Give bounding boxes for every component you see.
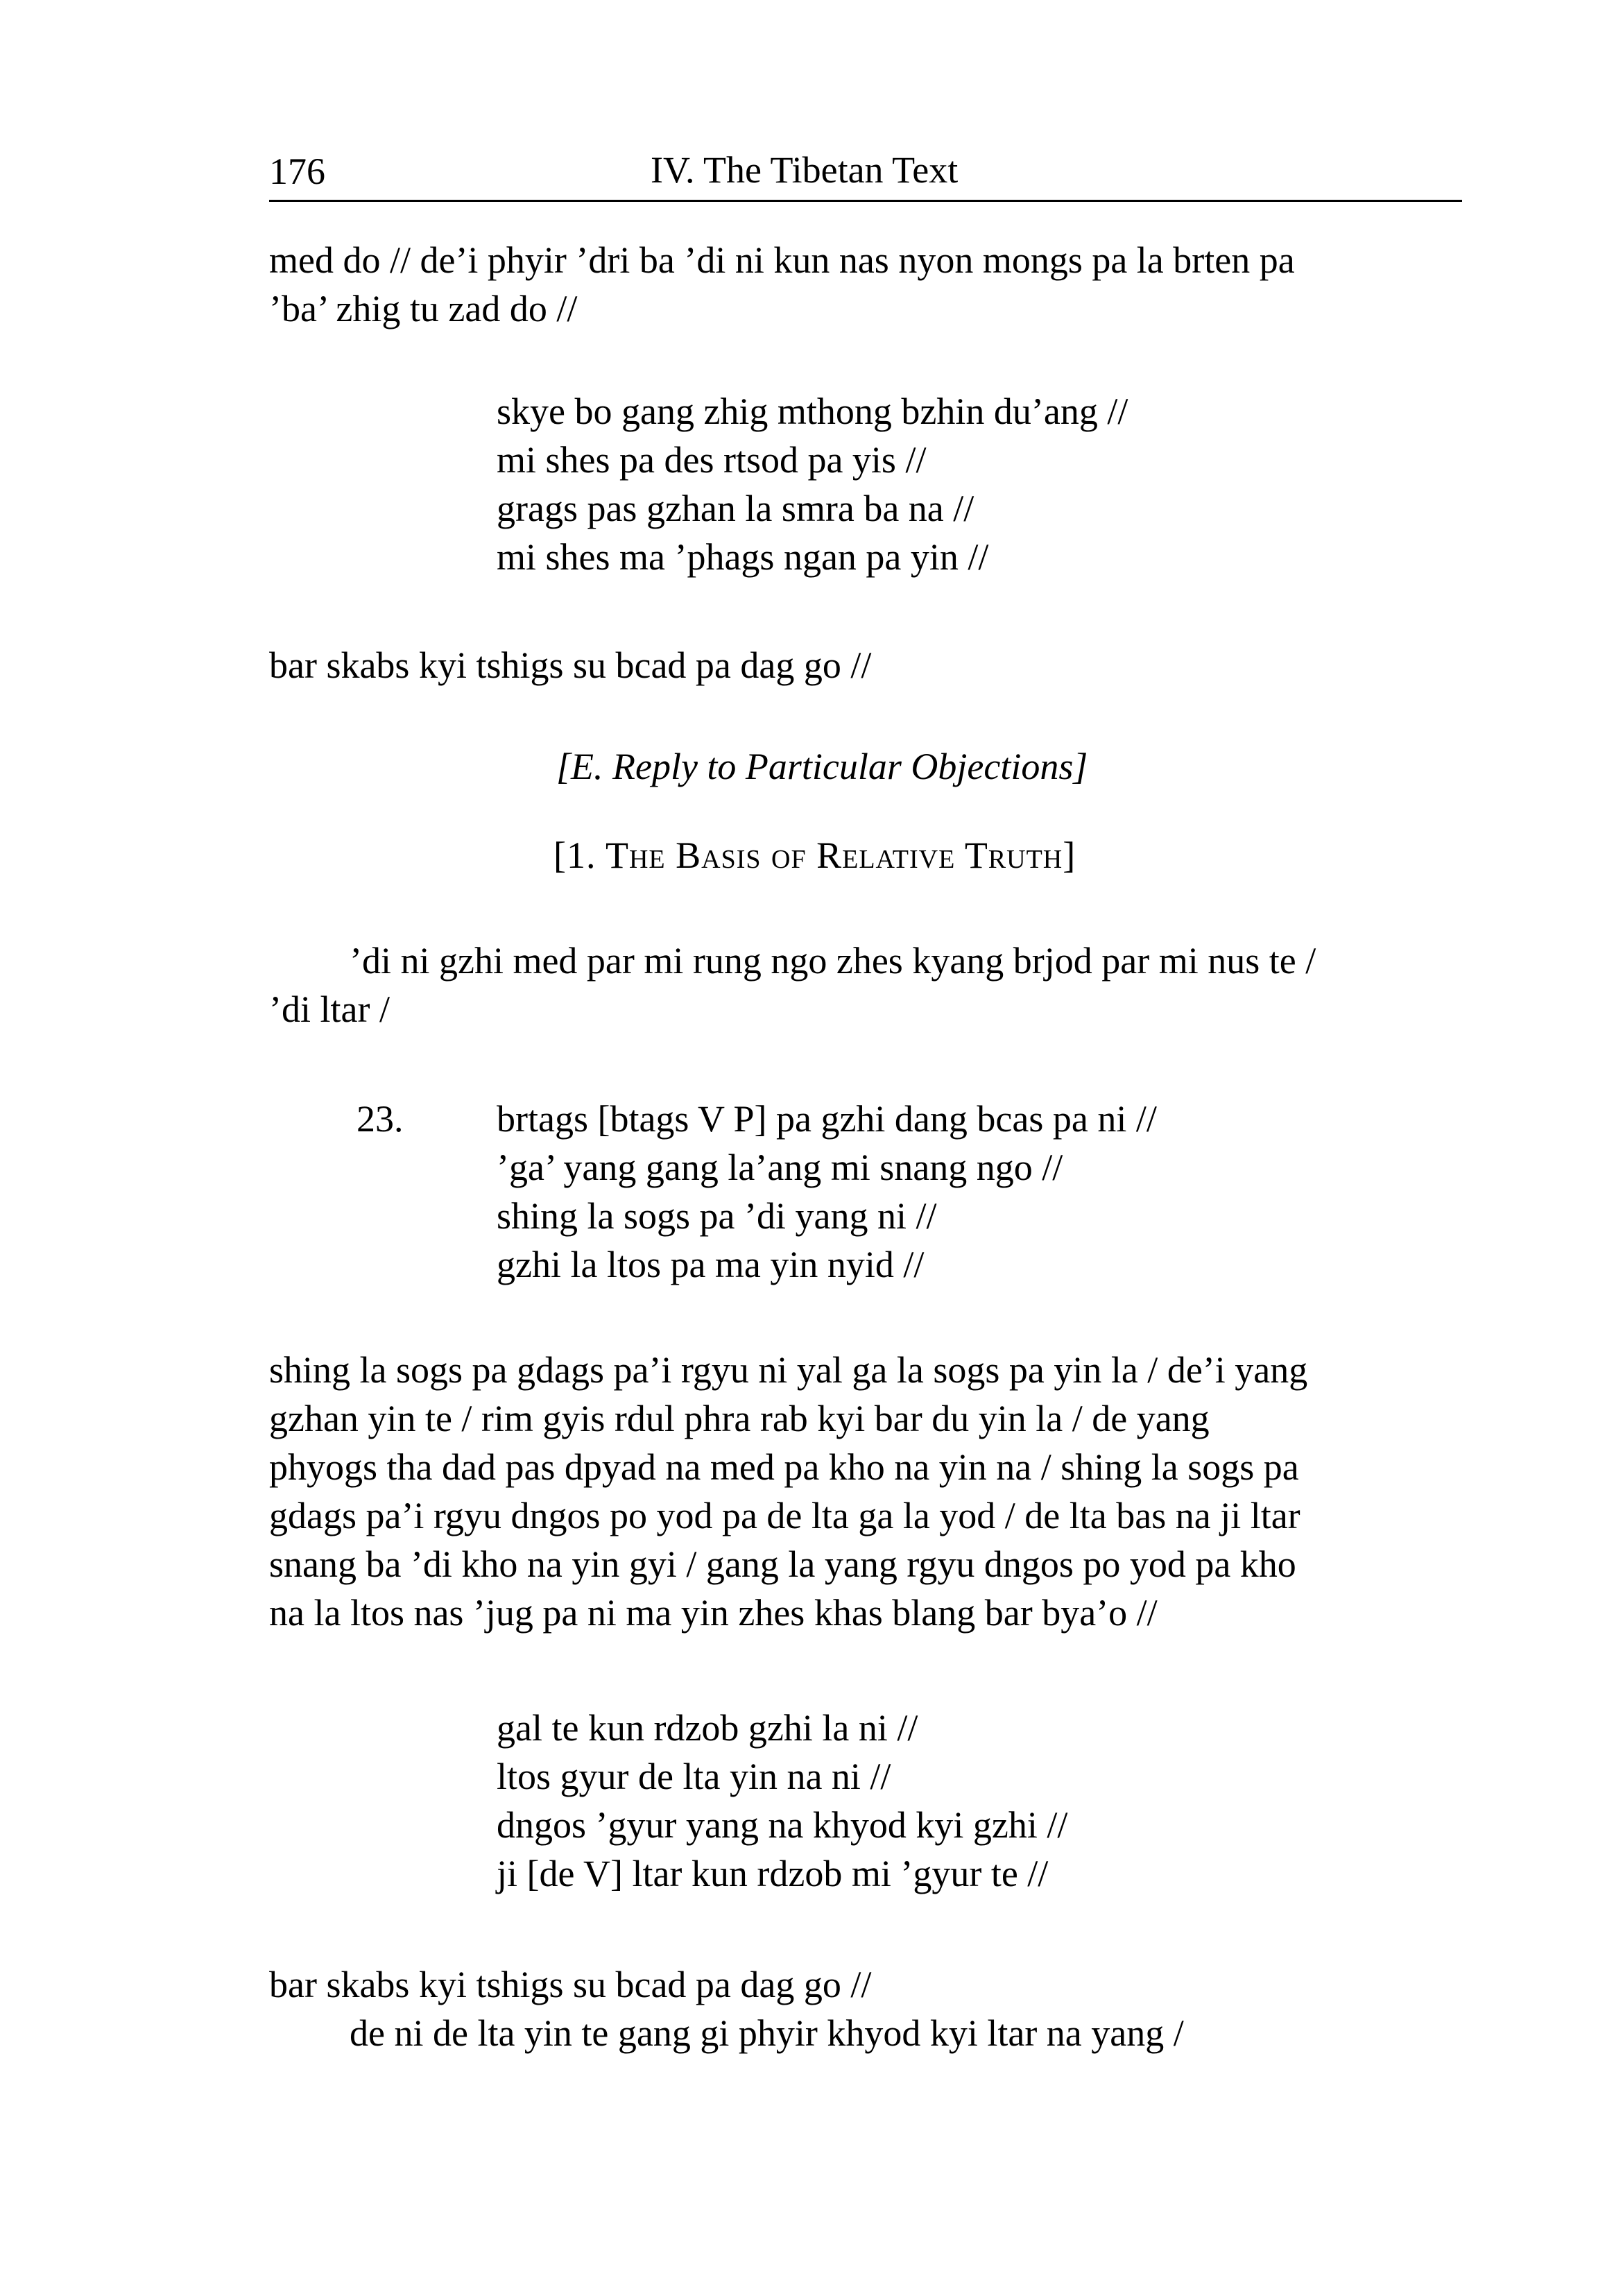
- verse-line: mi shes ma ’phags ngan pa yin //: [497, 536, 989, 578]
- text-line: ’di ni gzhi med par mi rung ngo zhes kyang brjod par mi nus te /: [350, 940, 1316, 982]
- page-number: 176: [269, 151, 325, 192]
- text-line: gzhan yin te / rim gyis rdul phra rab kyi bar du yin la / de yang: [269, 1398, 1210, 1439]
- text-line: na la ltos nas ’jug pa ni ma yin zhes khas blang bar bya’o //: [269, 1592, 1158, 1634]
- subsection-heading-1: [1. The Basis of Relative Truth]: [553, 834, 1076, 876]
- paragraph-4: [269, 1346, 1462, 1637]
- verse-line: skye bo gang zhig mthong bzhin du’ang //: [497, 391, 1128, 432]
- verse-line: dngos ’gyur yang na khyod kyi gzhi //: [497, 1804, 1068, 1846]
- verse-stanza-2: [497, 1704, 1067, 1898]
- verse-line: gzhi la ltos pa ma yin nyid //: [497, 1244, 925, 1285]
- verse-line: ltos gyur de lta yin na ni //: [497, 1756, 891, 1797]
- verse-stanza-23: [497, 1095, 1157, 1289]
- paragraph-2: [269, 641, 1462, 689]
- text-line: de ni de lta yin te gang gi phyir khyod kyi ltar na yang /: [350, 2012, 1184, 2054]
- text-line: bar skabs kyi tshigs su bcad pa dag go //: [269, 644, 872, 686]
- running-head: IV. The Tibetan Text: [651, 149, 959, 191]
- text-line: gdags pa’i rgyu dngos po yod pa de lta ga la yod / de lta bas na ji ltar: [269, 1495, 1300, 1536]
- verse-number: 23.: [357, 1098, 404, 1140]
- paragraph-1: [269, 236, 1462, 333]
- text-line: bar skabs kyi tshigs su bcad pa dag go //: [269, 1964, 872, 2005]
- text-line: ’di ltar /: [269, 988, 390, 1030]
- text-line: snang ba ’di kho na yin gyi / gang la yang rgyu dngos po yod pa kho: [269, 1543, 1296, 1585]
- text-line: ’ba’ zhig tu zad do //: [269, 288, 578, 329]
- page-header: [269, 144, 1462, 202]
- verse-stanza-1: [497, 387, 1128, 581]
- verse-line: gal te kun rdzob gzhi la ni //: [497, 1707, 918, 1749]
- verse-line: mi shes pa des rtsod pa yis //: [497, 439, 927, 481]
- section-heading-e: [E. Reply to Particular Objections]: [556, 746, 1088, 787]
- verse-line: ’ga’ yang gang la’ang mi snang ngo //: [497, 1147, 1063, 1188]
- verse-line: grags pas gzhan la smra ba na //: [497, 488, 974, 529]
- paragraph-5: [269, 1960, 1462, 2057]
- text-line: med do // de’i phyir ’dri ba ’di ni kun nas nyon mongs pa la brten pa: [269, 239, 1295, 281]
- verse-line: shing la sogs pa ’di yang ni //: [497, 1195, 937, 1237]
- text-line: shing la sogs pa gdags pa’i rgyu ni yal ga la sogs pa yin la / de’i yang: [269, 1349, 1308, 1391]
- verse-line: brtags [btags V P] pa gzhi dang bcas pa ni //: [497, 1098, 1157, 1140]
- verse-line: ji [de V] ltar kun rdzob mi ’gyur te //: [497, 1853, 1049, 1894]
- paragraph-3: [269, 936, 1462, 1034]
- text-line: phyogs tha dad pas dpyad na med pa kho na yin na / shing la sogs pa: [269, 1446, 1299, 1488]
